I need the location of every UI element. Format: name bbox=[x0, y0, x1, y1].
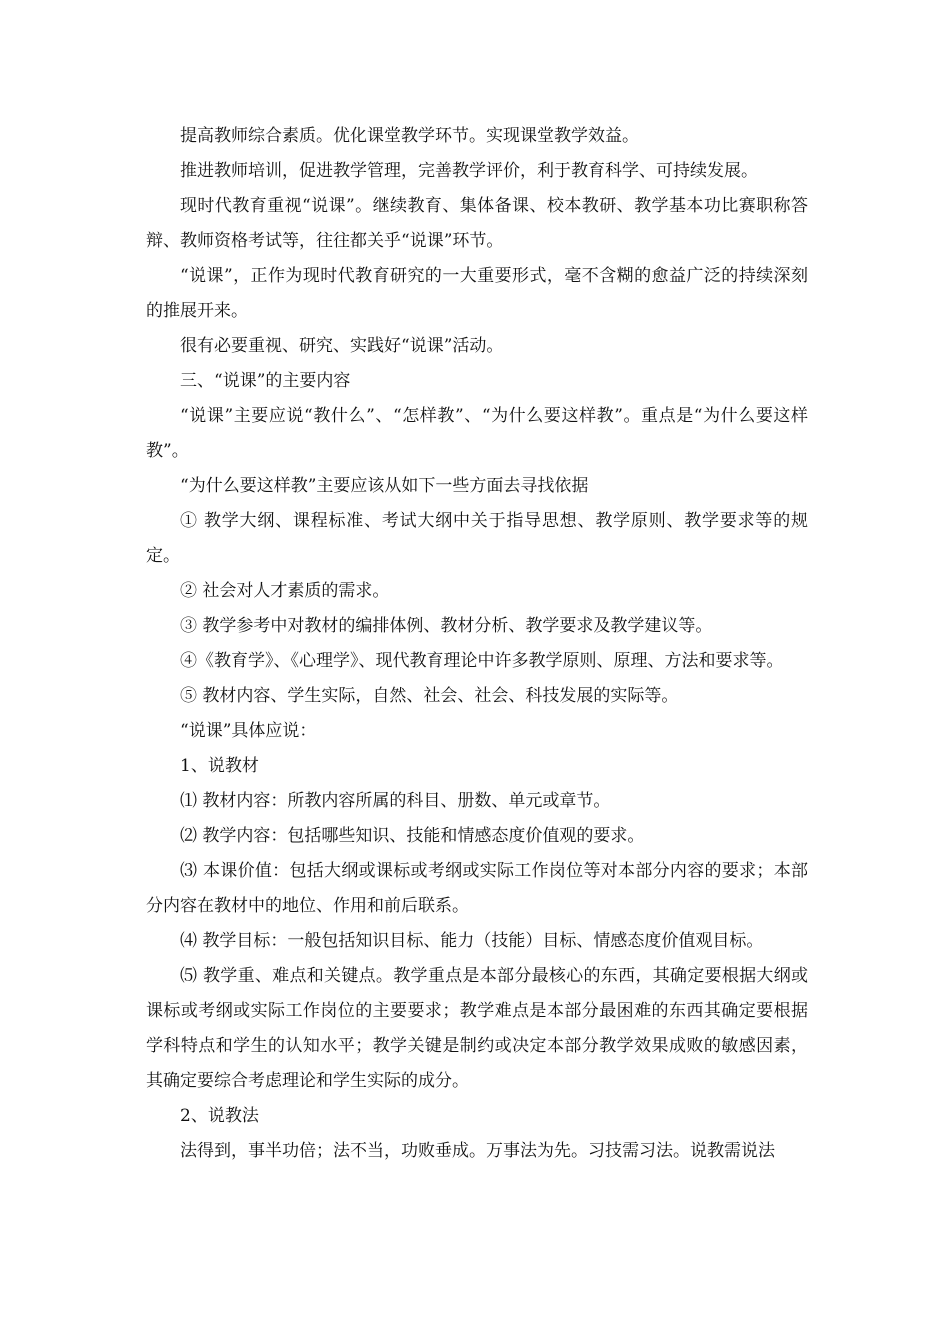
list-item: ④《教育学》、《心理学》、现代教育理论中许多教学原则、原理、方法和要求等。 bbox=[180, 651, 784, 671]
paragraph: “说课”，正作为现时代教育研究的一大重要形式，毫不含糊的愈益广泛的持续深刻的推展开来。 bbox=[146, 266, 808, 321]
list-item: ⑴ 教材内容：所教内容所属的科目、册数、单元或章节。 bbox=[180, 791, 611, 811]
list-item: ① 教学大纲、课程标准、考试大纲中关于指导思想、教学原则、教学要求等的规定。 bbox=[146, 511, 808, 566]
paragraph: “说课”主要应说“教什么”、“怎样教”、“为什么要这样教”。重点是“为什么要这样教”。 bbox=[146, 406, 808, 461]
list-item: ② 社会对人才素质的需求。 bbox=[180, 581, 390, 601]
subsection-heading: 1、说教材 bbox=[180, 756, 259, 776]
list-item: ⑷ 教学目标：一般包括知识目标、能力（技能）目标、情感态度价值观目标。 bbox=[180, 931, 764, 951]
section-heading: 三、“说课”的主要内容 bbox=[180, 371, 351, 391]
paragraph: “说课”具体应说： bbox=[180, 721, 317, 741]
paragraph: “为什么要这样教”主要应该从如下一些方面去寻找依据 bbox=[180, 476, 589, 496]
list-item: ⑤ 教材内容、学生实际，自然、社会、社会、科技发展的实际等。 bbox=[180, 686, 679, 706]
paragraph: 提高教师综合素质。优化课堂教学环节。实现课堂教学效益。 bbox=[180, 126, 639, 146]
paragraph: 法得到，事半功倍；法不当，功败垂成。万事法为先。习技需习法。说教需说法 bbox=[180, 1141, 775, 1161]
list-item: ⑶ 本课价值：包括大纲或课标或考纲或实际工作岗位等对本部分内容的要求；本部分内容在教材中的地位、作用和前后联系。 bbox=[146, 861, 808, 916]
list-item: ⑵ 教学内容：包括哪些知识、技能和情感态度价值观的要求。 bbox=[180, 826, 645, 846]
paragraph: 推进教师培训，促进教学管理，完善教学评价，利于教育科学、可持续发展。 bbox=[180, 161, 758, 181]
document-body bbox=[146, 119, 808, 1169]
subsection-heading: 2、说教法 bbox=[180, 1106, 259, 1126]
list-item: ⑸ 教学重、难点和关键点。教学重点是本部分最核心的东西，其确定要根据大纲或课标或考纲或实际工作岗位的主要要求；教学难点是本部分最困难的东西其确定要根据学科特点和学生的认知水平；教学关键是制约或决定本部分教学效果成败的敏感因素，其确定要综合考虑理论和学生实际的成分。 bbox=[146, 966, 808, 1091]
list-item: ③ 教学参考中对教材的编排体例、教材分析、教学要求及教学建议等。 bbox=[180, 616, 713, 636]
paragraph: 很有必要重视、研究、实践好“说课”活动。 bbox=[180, 336, 504, 356]
paragraph: 现时代教育重视“说课”。继续教育、集体备课、校本教研、教学基本功比赛职称答辩、教师资格考试等，往往都关乎“说课”环节。 bbox=[146, 196, 808, 251]
